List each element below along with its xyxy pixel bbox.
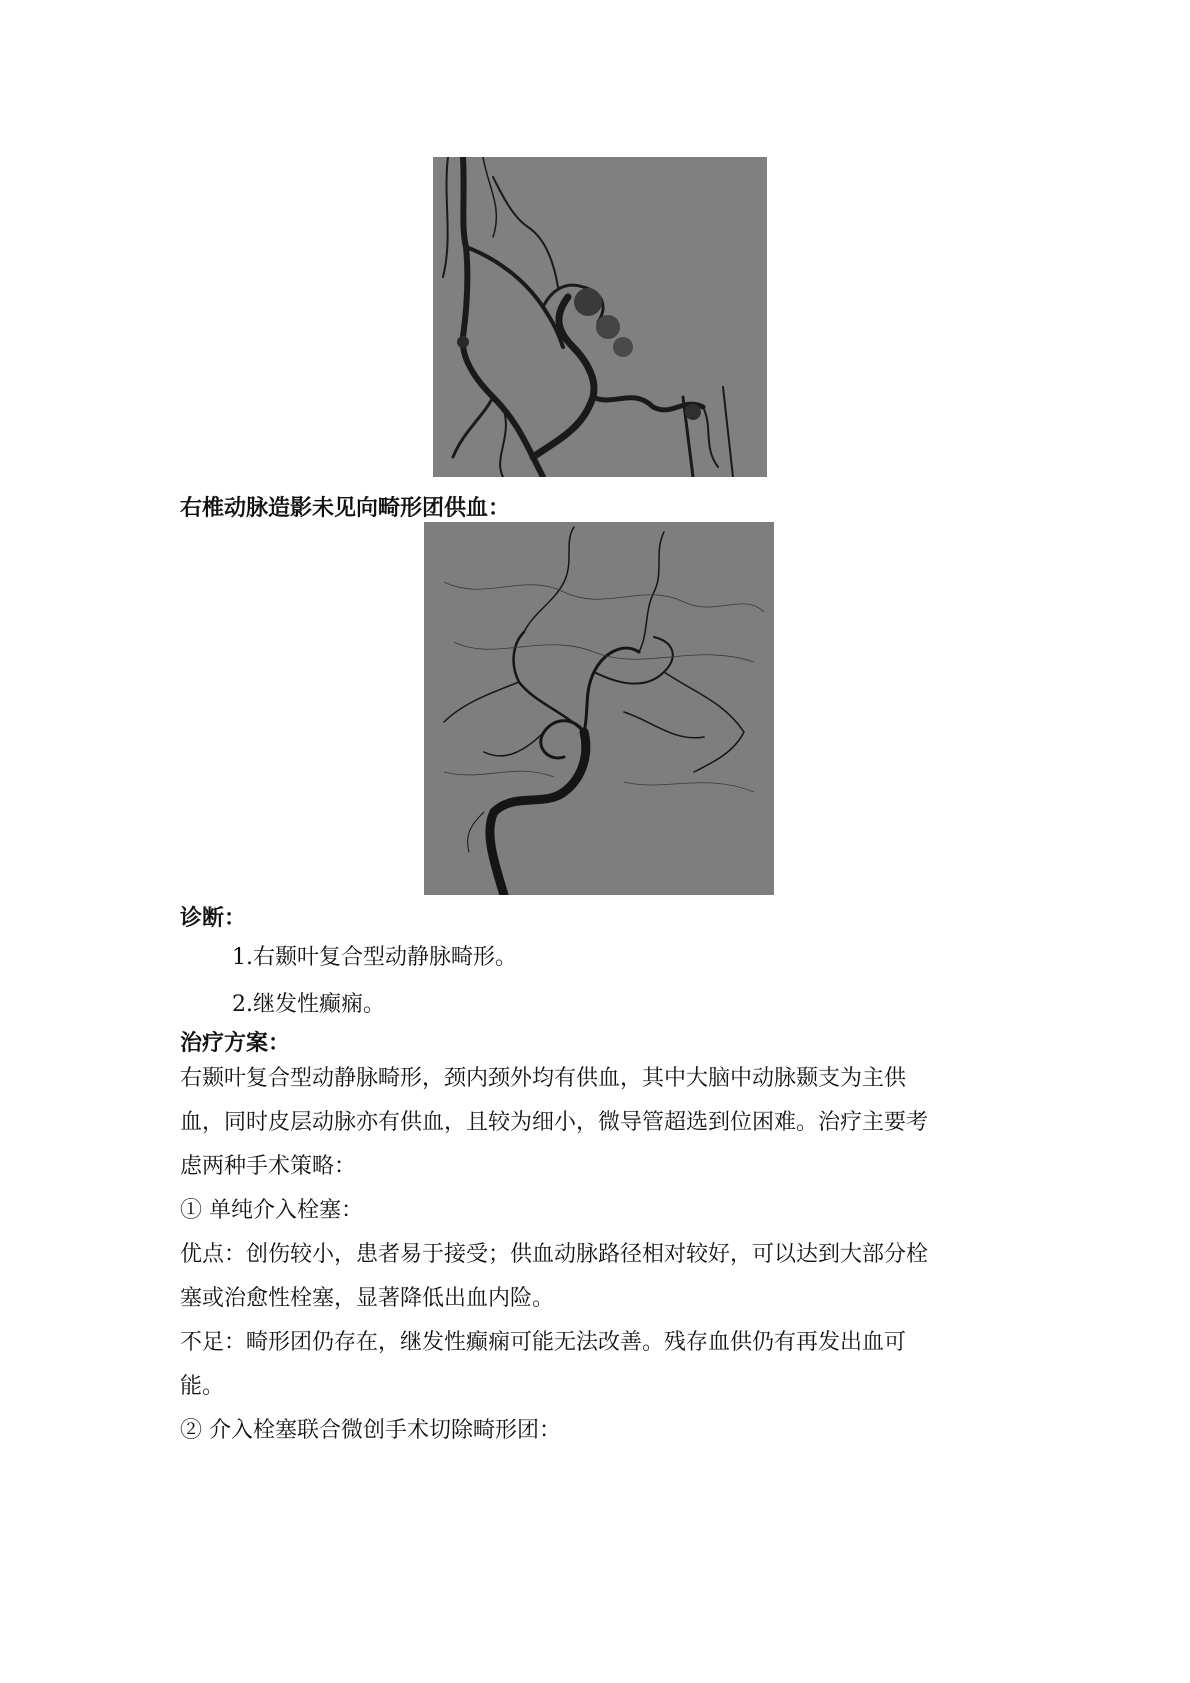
treatment-heading: 治疗方案： [180,1030,291,1056]
diagnosis-item-1: 1.右颞叶复合型动静脉畸形。 [232,945,517,970]
option1-block [180,1189,1020,1453]
angiogram-vessels-graphic [433,157,767,477]
option1-cons-line: 不足：畸形团仍存在，继发性癫痫可能无法改善。残存血供仍有再发出血可 [180,1330,907,1355]
diagnosis-item-2: 2.继发性癫痫。 [232,992,385,1017]
angiogram-image-vertebral [424,522,774,895]
option1-title: ① 单纯介入栓塞： [180,1198,363,1223]
option1-pros-line: 塞或治愈性栓塞，显著降低出血内险。 [180,1286,555,1311]
caption-vertebral-angiography: 右椎动脉造影未见向畸形团供血： [180,495,511,521]
option1-cons-line: 能。 [180,1374,225,1399]
treatment-intro-line: 血，同时皮层动脉亦有供血，且较为细小，微导管超选到位困难。治疗主要考 [180,1110,929,1135]
treatment-intro-line: 虑两种手术策略： [180,1154,357,1179]
treatment-intro-line: 右颞叶复合型动静脉畸形，颈内颈外均有供血，其中大脑中动脉颞支为主供 [180,1066,907,1091]
option1-pros-line: 优点：创伤较小，患者易于接受；供血动脉路径相对较好，可以达到大部分栓 [180,1242,929,1267]
diagnosis-heading: 诊断： [180,905,247,931]
angiogram-vessels-graphic [424,522,774,895]
option2-title: ② 介入栓塞联合微创手术切除畸形团： [180,1418,561,1443]
angiogram-image-carotid [433,157,767,477]
treatment-intro-paragraph [180,1057,1020,1189]
